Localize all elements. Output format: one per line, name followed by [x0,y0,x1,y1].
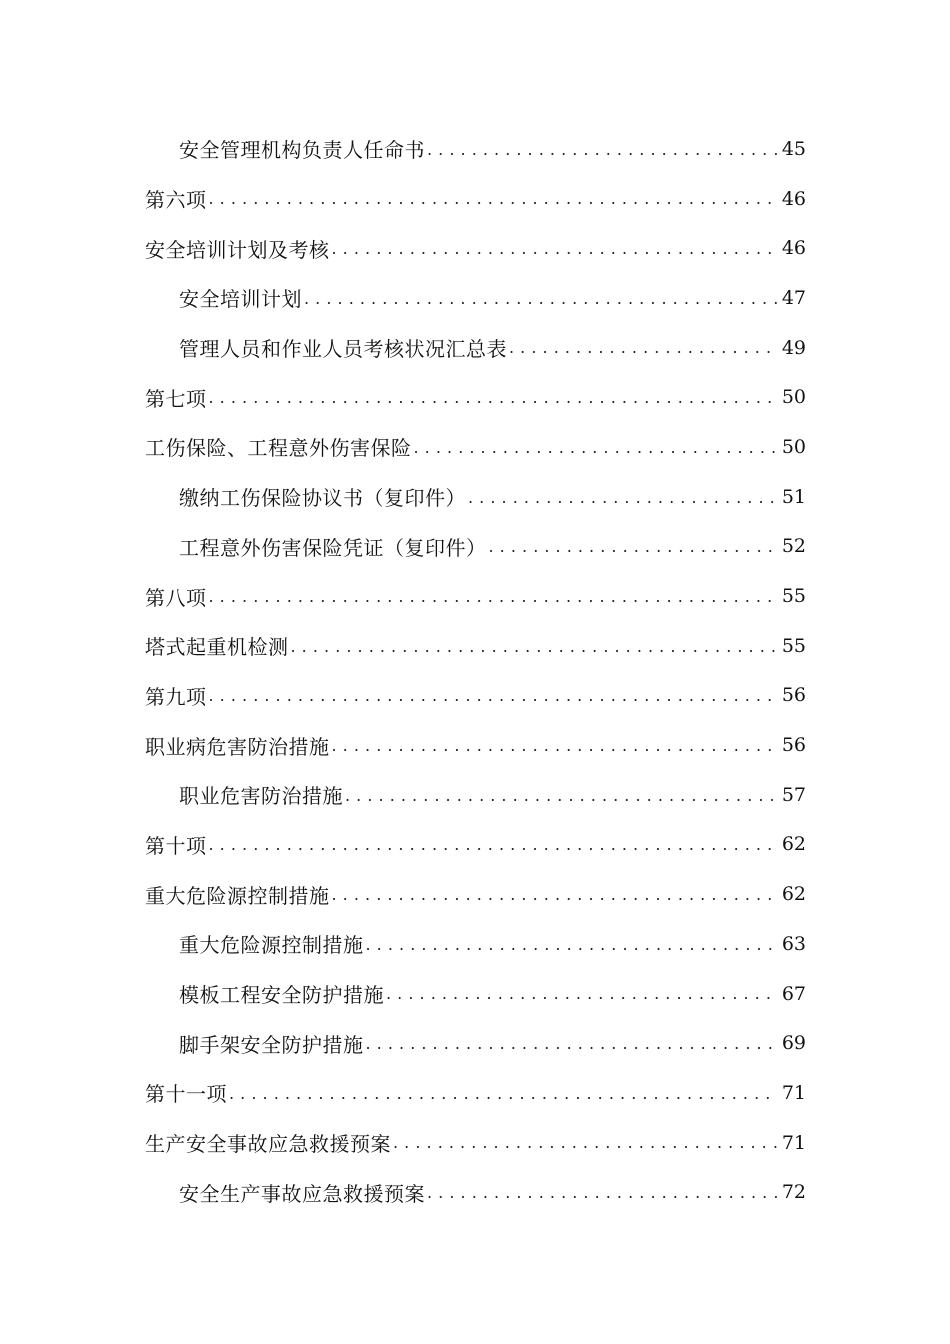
toc-entry[interactable] [0,1018,950,1068]
toc-entry-title: 职业危害防治措施 [179,784,343,809]
toc-entry-title: 第七项 [145,386,207,411]
toc-entry-page: 47 [781,286,806,309]
toc-dot-leader [209,587,779,621]
toc-entry[interactable] [0,720,950,770]
toc-entry-title: 安全培训计划及考核 [145,237,330,262]
toc-entry-page: 71 [781,1081,806,1104]
toc-entry-title: 塔式起重机检测 [145,635,289,660]
toc-entry-title: 安全管理机构负责人任命书 [179,138,425,163]
toc-dot-leader [489,537,779,571]
toc-dot-leader [393,1133,778,1167]
toc-dot-leader [332,239,779,273]
toc-entry[interactable] [0,174,950,224]
toc-entry-title: 重大危险源控制措施 [179,933,364,958]
toc-entry-page: 71 [781,1131,806,1154]
toc-dot-leader [229,1084,778,1118]
toc-dot-leader [468,488,778,522]
toc-entry[interactable] [0,1068,950,1118]
toc-entry-page: 51 [781,485,806,508]
toc-dot-leader [332,885,779,919]
toc-entry-title: 管理人员和作业人员考核状况汇总表 [179,337,507,362]
toc-entry-page: 63 [781,932,806,955]
toc-entry-page: 55 [781,634,806,657]
toc-entry[interactable] [0,422,950,472]
toc-entry-title: 第九项 [145,684,207,709]
toc-entry-title: 重大危险源控制措施 [145,883,330,908]
toc-entry-title: 脚手架安全防护措施 [179,1032,364,1057]
toc-entry-page: 46 [781,187,806,210]
toc-entry-page: 56 [781,684,806,707]
toc-entry[interactable] [0,522,950,572]
toc-entry-page: 62 [781,833,806,856]
toc-entry-page: 46 [781,237,806,260]
toc-dot-leader [427,1183,778,1217]
toc-entry[interactable] [0,472,950,522]
toc-entry-title: 安全培训计划 [179,287,302,312]
toc-entry[interactable] [0,1118,950,1168]
toc-entry[interactable] [0,571,950,621]
toc-entry[interactable] [0,273,950,323]
toc-entry-page: 72 [781,1181,806,1204]
toc-entry-title: 第六项 [145,188,207,213]
toc-entry-page: 49 [781,336,806,359]
toc-entry-title: 安全生产事故应急救援预案 [179,1181,425,1206]
toc-entry-page: 62 [781,883,806,906]
toc-dot-leader [427,140,778,174]
toc-entry-page: 45 [781,137,806,160]
toc-entry-title: 职业病危害防治措施 [145,734,330,759]
toc-entry[interactable] [0,223,950,273]
table-of-contents [0,124,950,1217]
toc-entry[interactable] [0,124,950,174]
toc-dot-leader [304,289,778,323]
toc-dot-leader [332,736,779,770]
toc-entry-page: 69 [781,1032,806,1055]
toc-entry[interactable] [0,1167,950,1217]
toc-dot-leader [366,1034,779,1068]
toc-dot-leader [209,189,779,223]
toc-entry-page: 56 [781,734,806,757]
toc-dot-leader [386,984,778,1018]
toc-dot-leader [209,388,779,422]
toc-entry[interactable] [0,919,950,969]
toc-entry[interactable] [0,770,950,820]
toc-entry-title: 第八项 [145,585,207,610]
toc-dot-leader [291,637,779,671]
toc-entry-title: 模板工程安全防护措施 [179,983,384,1008]
toc-entry[interactable] [0,621,950,671]
toc-entry-page: 55 [781,585,806,608]
toc-entry-page: 50 [781,386,806,409]
toc-entry[interactable] [0,372,950,422]
toc-entry-page: 50 [781,435,806,458]
toc-dot-leader [366,935,779,969]
toc-entry-title: 第十一项 [145,1082,227,1107]
toc-dot-leader [209,835,779,869]
toc-entry-title: 工伤保险、工程意外伤害保险 [145,436,412,461]
toc-dot-leader [345,786,778,820]
toc-entry-title: 工程意外伤害保险凭证（复印件） [179,535,487,560]
toc-entry-title: 第十项 [145,833,207,858]
toc-dot-leader [414,438,779,472]
toc-dot-leader [209,686,779,720]
toc-entry-page: 52 [781,535,806,558]
toc-entry[interactable] [0,820,950,870]
toc-entry[interactable] [0,323,950,373]
toc-entry-page: 57 [781,783,806,806]
toc-entry[interactable] [0,869,950,919]
toc-entry[interactable] [0,969,950,1019]
toc-entry-page: 67 [781,982,806,1005]
toc-entry[interactable] [0,671,950,721]
toc-entry-title: 缴纳工伤保险协议书（复印件） [179,486,466,511]
toc-dot-leader [509,338,778,372]
toc-entry-title: 生产安全事故应急救援预案 [145,1132,391,1157]
